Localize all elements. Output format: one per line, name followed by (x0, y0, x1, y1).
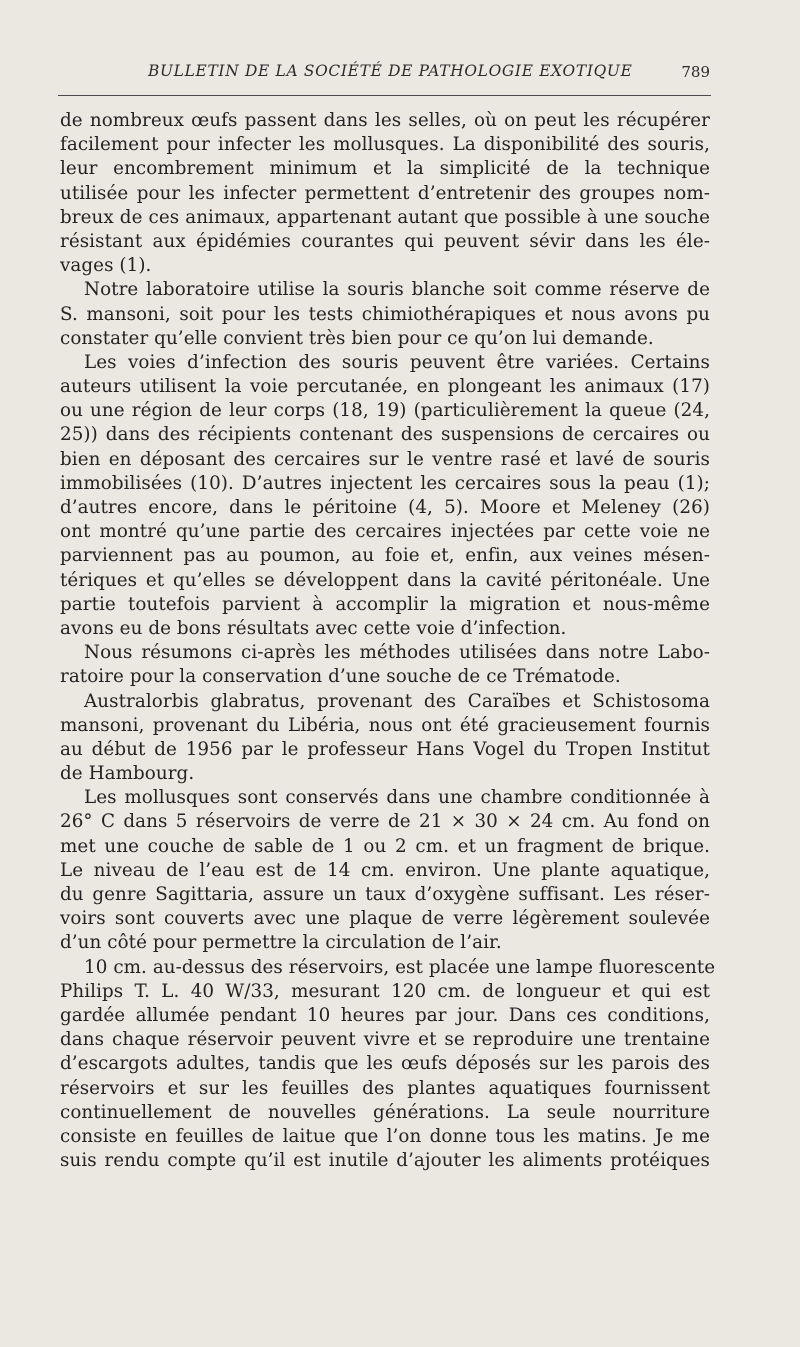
journal-running-title: BULLETIN DE LA SOCIÉTÉ DE PATHOLOGIE EXOTIQUE (148, 62, 633, 80)
text-line-27: au début de 1956 par le professeur Hans Vogel du Tropen Institut (60, 738, 710, 760)
text-line-42: continuellement de nouvelles générations. La seule nourriture (60, 1101, 710, 1123)
text-line-28: de Hambourg. (60, 763, 195, 785)
text-line-23: Nous résumons ci-après les méthodes utilisées dans notre Labo- (84, 642, 710, 664)
text-line-10: constater qu’elle convient très bien pour ce qu’on lui demande. (60, 327, 654, 349)
article-body (60, 109, 716, 1173)
text-line-19: parviennent pas au poumon, au foie et, enfin, aux veines mésen- (60, 545, 710, 567)
text-line-1: de nombreux œufs passent dans les selles, où on peut les récupérer (60, 110, 710, 131)
header-rule (58, 95, 711, 96)
text-line-34: voirs sont couverts avec une plaque de verre légèrement soulevée (60, 908, 710, 930)
text-line-30: 26° C dans 5 réservoirs de verre de 21 × 30 × 24 cm. Au fond on (60, 811, 710, 833)
text-line-3: leur encombrement minimum et la simplicité de la technique (60, 158, 710, 180)
text-line-26: mansoni, provenant du Libéria, nous ont été gracieusement fournis (60, 714, 710, 736)
text-line-29: Les mollusques sont conservés dans une chambre conditionnée à (84, 787, 710, 809)
text-line-39: dans chaque réservoir peuvent vivre et se reproduire une trentaine (60, 1029, 710, 1051)
text-line-31: met une couche de sable de 1 ou 2 cm. et un fragment de brique. (60, 835, 710, 857)
text-line-7: vages (1). (60, 255, 152, 277)
text-line-22: avons eu de bons résultats avec cette voie d’infection. (60, 617, 567, 639)
text-line-21: partie toutefois parvient à accomplir la migration et nous-même (60, 593, 710, 615)
text-line-43: consiste en feuilles de laitue que l’on donne tous les matins. Je me (60, 1125, 710, 1147)
text-line-17: d’autres encore, dans le péritoine (4, 5). Moore et Meleney (26) (60, 497, 710, 518)
text-line-44: suis rendu compte qu’il est inutile d’ajouter les aliments protéiques (60, 1150, 710, 1172)
text-line-35: d’un côté pour permettre la circulation de l’air. (60, 932, 502, 954)
text-line-14: 25)) dans des récipients contenant des suspensions de cercaires ou (60, 424, 710, 446)
text-line-24: ratoire pour la conservation d’une souche de ce Trématode. (60, 666, 621, 688)
text-line-40: d’escargots adultes, tandis que les œufs déposés sur les parois des (60, 1053, 710, 1075)
text-line-11: Les voies d’infection des souris peuvent être variées. Certains (84, 351, 710, 373)
text-line-15: bien en déposant des cercaires sur le ventre rasé et lavé de souris (60, 448, 710, 470)
text-line-18: ont montré qu’une partie des cercaires injectées par cette voie ne (60, 521, 710, 543)
text-line-2: facilement pour infecter les mollusques. La disponibilité des souris, (60, 134, 710, 156)
text-line-37: Philips T. L. 40 W/33, mesurant 120 cm. de longueur et qui est (60, 980, 710, 1002)
text-line-25: Australorbis glabratus, provenant des Caraïbes et Schistosoma (84, 690, 710, 712)
text-line-4: utilisée pour les infecter permettent d’entretenir des groupes nom- (60, 182, 710, 204)
text-line-12: auteurs utilisent la voie percutanée, en plongeant les animaux (17) (60, 376, 710, 398)
text-line-36: 10 cm. au-dessus des réservoirs, est placée une lampe fluorescente (84, 956, 716, 978)
text-line-8: Notre laboratoire utilise la souris blanche soit comme réserve de (84, 279, 710, 301)
text-line-5: breux de ces animaux, appartenant autant que possible à une souche (60, 206, 710, 228)
running-header (60, 62, 710, 86)
text-line-20: tériques et qu’elles se développent dans la cavité péritonéale. Une (60, 569, 710, 591)
text-line-16: immobilisées (10). D’autres injectent les cercaires sous la peau (1); (60, 472, 710, 494)
text-line-38: gardée allumée pendant 10 heures par jour. Dans ces conditions, (60, 1004, 710, 1026)
text-line-33: du genre Sagittaria, assure un taux d’oxygène suffisant. Les réser- (60, 884, 710, 905)
text-line-13: ou une région de leur corps (18, 19) (particulièrement la queue (24, (60, 400, 710, 422)
text-line-9: S. mansoni, soit pour les tests chimiothérapiques et nous avons pu (60, 303, 710, 325)
text-line-6: résistant aux épidémies courantes qui peuvent sévir dans les éle- (60, 230, 710, 252)
page-number: 789 (681, 63, 710, 81)
text-line-41: réservoirs et sur les feuilles des plantes aquatiques fournissent (60, 1077, 710, 1099)
text-line-32: Le niveau de l’eau est de 14 cm. environ. Une plante aquatique, (60, 859, 710, 881)
